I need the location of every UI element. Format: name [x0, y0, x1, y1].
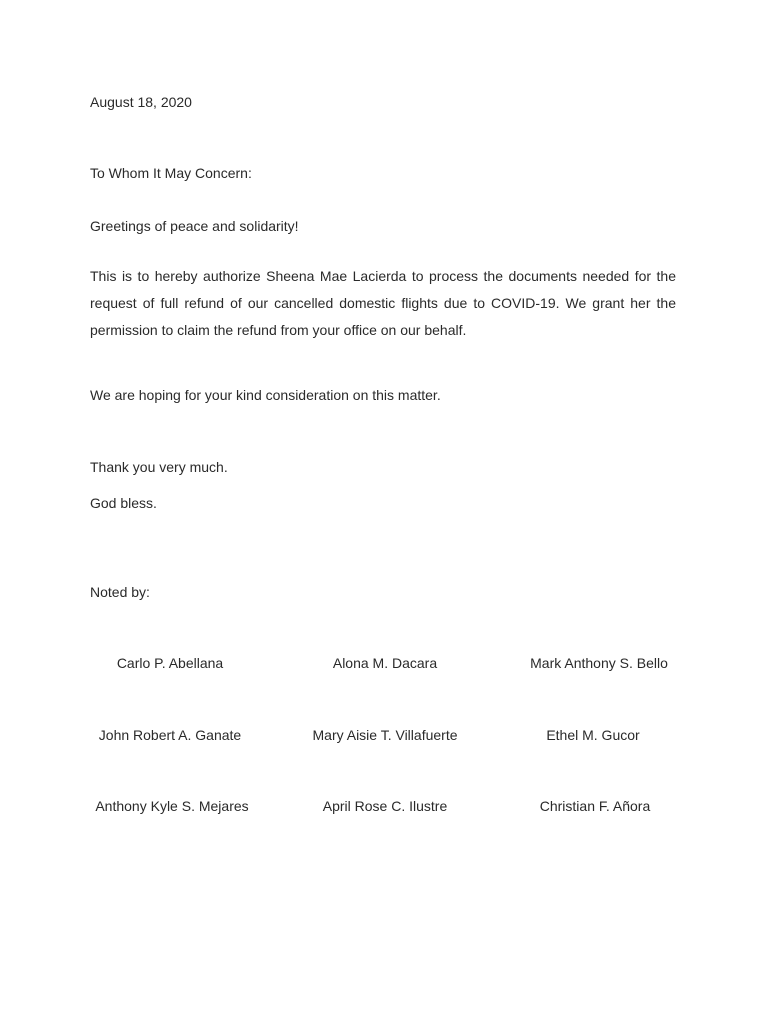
signatory-name: Mary Aisie T. Villafuerte — [312, 727, 458, 743]
salutation: To Whom It May Concern: — [90, 165, 252, 181]
signatory-row-3 — [0, 798, 768, 816]
blessing-line: God bless. — [90, 495, 157, 511]
signatory-row-1 — [0, 655, 768, 673]
signatory-name: April Rose C. Ilustre — [322, 798, 448, 814]
signatory-name: Carlo P. Abellana — [116, 655, 224, 671]
letter-date: August 18, 2020 — [90, 94, 192, 110]
signatory-name: Anthony Kyle S. Mejares — [95, 798, 249, 814]
body-paragraph: This is to hereby authorize Sheena Mae Lacierda to process the documents needed for the request of full refund of our cancelled domestic flights due to COVID-19. We grant her the permission to claim the refund from your office on our behalf. — [90, 268, 676, 338]
signatory-name: Ethel M. Gucor — [546, 727, 640, 743]
signatory-name: Mark Anthony S. Bello — [530, 655, 668, 671]
thanks-line: Thank you very much. — [90, 459, 228, 475]
signatory-name: Alona M. Dacara — [332, 655, 438, 671]
greeting: Greetings of peace and solidarity! — [90, 218, 299, 234]
signatory-row-2 — [0, 727, 768, 745]
noted-by-label: Noted by: — [90, 584, 150, 600]
closing-line: We are hoping for your kind consideration on this matter. — [90, 387, 441, 403]
signatory-name: John Robert A. Ganate — [98, 727, 242, 743]
signatory-name: Christian F. Añora — [539, 798, 651, 814]
